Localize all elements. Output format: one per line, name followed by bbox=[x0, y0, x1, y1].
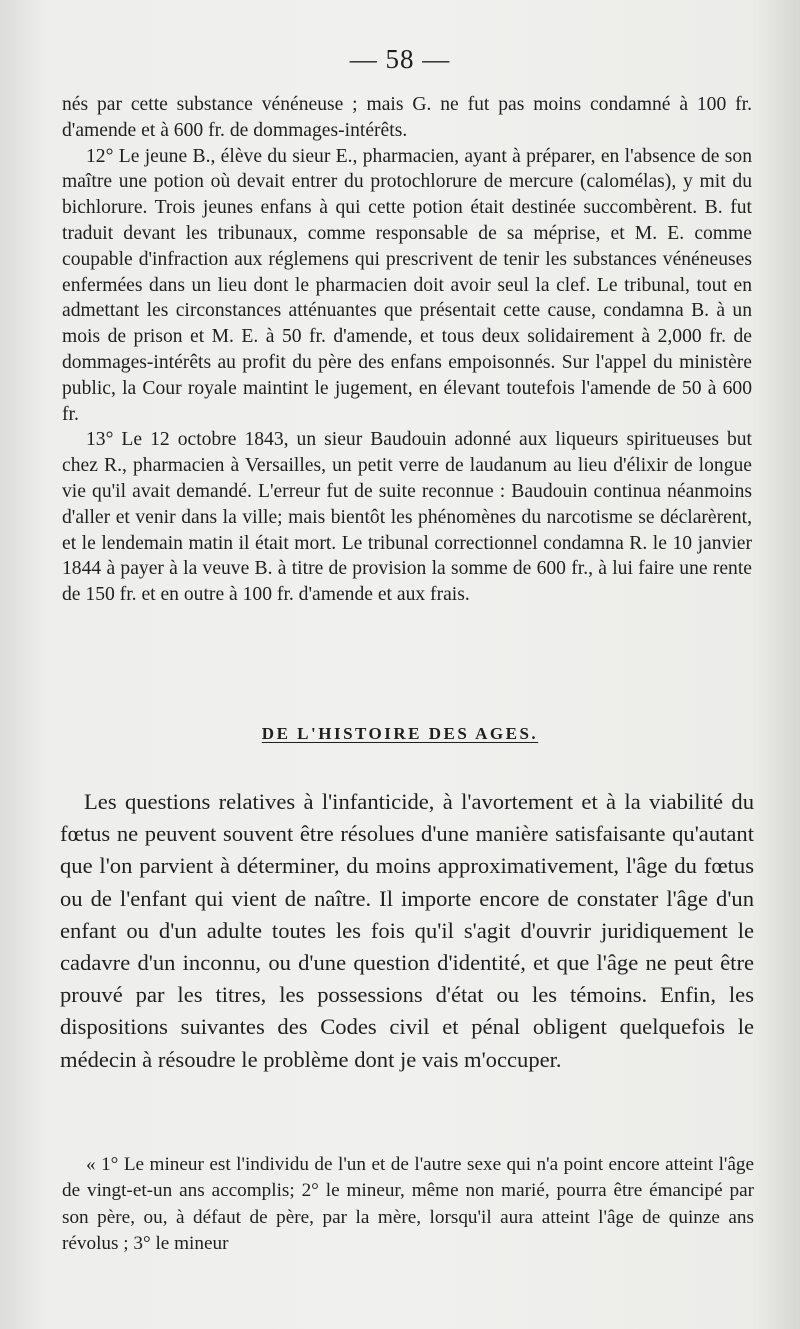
main-text bbox=[60, 786, 754, 1076]
section-heading: DE L'HISTOIRE DES AGES. bbox=[261, 724, 539, 743]
paragraph-case-12: 12° Le jeune B., élève du sieur E., pharmacien, ayant à préparer, en l'absence de son maître une potion où devait entrer du protochlorure de mercure (calomélas), y mit du bichlorure. Trois jeunes enfans à qui cette potion était destinée succombèrent. B. fut traduit devant les tribunaux, comme responsable de sa méprise, et M. E. comme coupable d'infraction aux réglemens qui prescrivent de tenir les substances vénéneuses enfermées dans un lieu dont le pharmacien doit avoir seul la clef. Le tribunal, tout en admettant les circonstances atténuantes que présentait cette cause, condamna B. à un mois de prison et M. E. à 50 fr. d'amende, et tous deux solidairement à 2,000 fr. de dommages-intérêts au profit du père des enfans empoisonnés. Sur l'appel du ministère public, la Cour royale maintint le jugement, en élevant toutefois l'amende de 50 à 600 fr. bbox=[62, 145, 752, 425]
page-number: — 58 — bbox=[349, 44, 451, 74]
paragraph-quote: « 1° Le mineur est l'individu de l'un et de l'autre sexe qui n'a point encore atteint l'âge de vingt-et-un ans accomplis; 2° le mineur, même non marié, pourra être émancipé par son père, ou, à défaut de père, par la mère, lorsqu'il aura atteint l'âge de quinze ans révolus ; 3° le mineur bbox=[62, 1154, 754, 1255]
case-reports bbox=[62, 92, 752, 608]
code-citation bbox=[62, 1152, 754, 1258]
paragraph-continuation: nés par cette substance vénéneuse ; mais G. ne fut pas moins condamné à 100 fr. d'amende et à 600 fr. de dommages-intérêts. bbox=[62, 94, 752, 141]
paragraph-case-13: 13° Le 12 octobre 1843, un sieur Baudouin adonné aux liqueurs spiritueuses but chez R., pharmacien à Versailles, un petit verre de laudanum au lieu d'élixir de longue vie qu'il avait demandé. L'erreur fut de suite reconnue : Baudouin continua néanmoins d'aller et venir dans la ville; mais bientôt les phénomènes du narcotisme se déclarèrent, et le lendemain matin il était mort. Le tribunal correctionnel condamna R. le 10 janvier 1844 à payer à la veuve B. à titre de provision la somme de 600 fr., à lui faire une rente de 150 fr. et en outre à 100 fr. d'amende et aux frais. bbox=[62, 429, 752, 606]
paragraph-intro: Les questions relatives à l'infanticide, à l'avortement et à la viabilité du fœtus ne peuvent souvent être résolues d'une manière satisfaisante qu'autant que l'on parvient à déterminer, du moins approximativement, l'âge du fœtus ou de l'enfant qui vient de naître. Il importe encore de constater l'âge d'un enfant ou d'un adulte toutes les fois qu'il s'agit d'ouvrir juridiquement le cadavre d'un inconnu, ou d'une question d'identité, et que l'âge ne peut être prouvé par les titres, les possessions d'état ou les témoins. Enfin, les dispositions suivantes des Codes civil et pénal obligent quelquefois le médecin à résoudre le problème dont je vais m'occuper. bbox=[60, 789, 754, 1072]
